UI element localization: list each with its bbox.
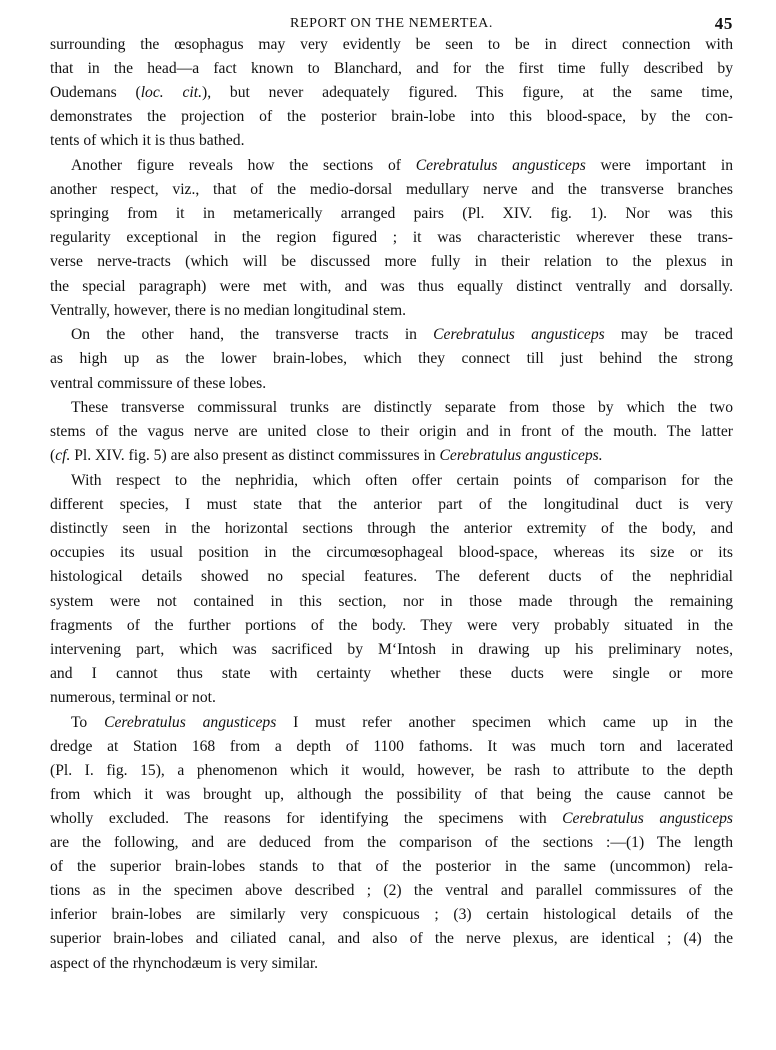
text-segment: occupies its usual position in the circumœsophageal blood-space, whereas its size or its (50, 544, 733, 562)
text-segment: springing from it in metamerically arranged pairs (Pl. XIV. fig. 1). Nor was this (50, 205, 733, 223)
body-text (50, 33, 733, 976)
text-segment: demonstrates the projection of the posterior brain-lobe into this blood-space, by the con- (50, 108, 733, 126)
text-line (50, 735, 733, 759)
text-line (50, 81, 733, 105)
text-line (50, 952, 733, 976)
text-line (50, 614, 733, 638)
text-line (50, 541, 733, 565)
text-line (50, 517, 733, 541)
text-segment: wholly excluded. The reasons for identifying the specimens with (50, 809, 563, 827)
italic-text: Cerebratulus angusticeps (562, 809, 733, 827)
text-line (50, 250, 733, 274)
text-segment: of the superior brain-lobes stands to that of the posterior in the same (uncommon) rela- (50, 858, 733, 876)
paragraph (50, 396, 733, 468)
text-line (50, 202, 733, 226)
text-segment: and I cannot thus state with certainty whether these ducts were single or more (50, 664, 733, 682)
text-segment: the special paragraph) were met with, and was thus equally distinct ventrally and dorsally. (50, 277, 733, 295)
text-line (50, 444, 733, 468)
text-line (50, 226, 733, 250)
text-segment: as high up as the lower brain-lobes, which they connect till just behind the strong (50, 350, 733, 368)
text-line (50, 879, 733, 903)
text-segment: were important in (585, 157, 733, 175)
text-line (50, 129, 733, 153)
text-line (50, 807, 733, 831)
text-segment: Ventrally, however, there is no median longitudinal stem. (50, 301, 407, 319)
text-segment: inferior brain-lobes are similarly very conspicuous ; (3) certain histological details of the (50, 906, 733, 924)
text-segment: I must refer another specimen which came up in the (276, 713, 733, 731)
text-segment: system were not contained in this section, nor in those made through the remaining (50, 592, 733, 610)
italic-text: Cerebratulus angusticeps (415, 157, 586, 175)
text-line (50, 323, 733, 347)
text-line (50, 347, 733, 371)
text-segment: stems of the vagus nerve are united close to their origin and in front of the mouth. The latter (50, 423, 733, 441)
paragraph (50, 154, 733, 323)
text-line (50, 783, 733, 807)
text-line (50, 903, 733, 927)
text-segment: To (71, 713, 105, 731)
italic-text: Cerebratulus angusticeps (104, 713, 277, 731)
text-segment: Pl. XIV. fig. 5) are also present as distinct commissures in (70, 447, 440, 465)
text-line (50, 493, 733, 517)
text-line (50, 105, 733, 129)
text-segment: verse nerve-tracts (which will be discussed more fully in their relation to the plexus in (50, 253, 733, 271)
text-line (50, 638, 733, 662)
text-line (50, 711, 733, 735)
text-segment: ( (50, 447, 56, 465)
text-segment: dredge at Station 168 from a depth of 1100 fathoms. It was much torn and lacerated (50, 737, 733, 755)
text-segment: On the other hand, the transverse tracts in (71, 326, 434, 344)
text-line (50, 33, 733, 57)
text-segment: tents of which it is thus bathed. (50, 132, 245, 150)
running-title: REPORT ON THE NEMERTEA. (290, 16, 493, 31)
text-line (50, 420, 733, 444)
text-segment: another respect, viz., that of the medio-dorsal medullary nerve and the transverse branches (50, 181, 733, 199)
text-segment: from which it was brought up, although the possibility of that being the cause cannot be (50, 785, 733, 803)
text-line (50, 154, 733, 178)
text-segment: histological details showed no special features. The deferent ducts of the nephridial (50, 568, 733, 586)
text-segment: surrounding the œsophagus may very evidently be seen to be in direct connection with (50, 36, 733, 53)
text-segment: intervening part, which was sacrificed by M‘Intosh in drawing up his preliminary notes, (50, 640, 733, 658)
text-segment: numerous, terminal or not. (50, 688, 216, 706)
text-line (50, 178, 733, 202)
paragraph (50, 711, 733, 976)
italic-text: Cerebratulus angusticeps (433, 326, 605, 344)
text-segment: fragments of the further portions of the body. They were very probably situated in the (50, 616, 733, 634)
text-segment: ventral commissure of these lobes. (50, 374, 267, 392)
text-segment: that in the head—a fact known to Blanchard, and for the first time fully described by (50, 60, 733, 78)
italic-text: Cerebratulus angusticeps. (439, 447, 603, 465)
paragraph (50, 33, 733, 153)
text-line (50, 927, 733, 951)
text-line (50, 57, 733, 81)
italic-text: loc. cit. (140, 84, 202, 102)
text-line (50, 831, 733, 855)
text-line (50, 590, 733, 614)
text-line (50, 299, 733, 323)
text-segment: Another figure reveals how the sections of (71, 157, 416, 175)
text-line (50, 565, 733, 589)
text-segment: different species, I must state that the anterior part of the longitudinal duct is very (50, 496, 733, 514)
text-segment: tions as in the specimen above described ; (2) the ventral and parallel commissures of the (50, 882, 733, 900)
text-line (50, 686, 733, 710)
text-line (50, 469, 733, 493)
text-segment: superior brain-lobes and ciliated canal, and also of the nerve plexus, are identical ; (4) the (50, 930, 733, 948)
text-line (50, 855, 733, 879)
text-segment: With respect to the nephridia, which often offer certain points of comparison for the (71, 472, 733, 490)
paragraph (50, 323, 733, 395)
text-segment: are the following, and are deduced from the comparison of the sections :—(1) The length (50, 834, 733, 852)
text-line (50, 759, 733, 783)
text-segment: ), but never adequately figured. This figure, at the same time, (202, 84, 733, 102)
text-segment: aspect of the rhynchodæum is very similar. (50, 954, 319, 972)
text-segment: may be traced (604, 326, 733, 344)
text-line (50, 372, 733, 396)
text-segment: (Pl. I. fig. 15), a phenomenon which it would, however, be rash to attribute to the depth (50, 761, 733, 779)
italic-text: cf. (55, 447, 71, 465)
text-segment: These transverse commissural trunks are distinctly separate from those by which the two (71, 399, 733, 417)
paragraph (50, 469, 733, 710)
text-line (50, 275, 733, 299)
text-segment: distinctly seen in the horizontal sections through the anterior extremity of the body, and (50, 520, 733, 538)
text-segment: regularity exceptional in the region figured ; it was characteristic wherever these trans- (50, 229, 733, 247)
page-number: 45 (714, 14, 733, 33)
text-segment: Oudemans ( (50, 84, 141, 102)
text-line (50, 396, 733, 420)
text-line (50, 662, 733, 686)
